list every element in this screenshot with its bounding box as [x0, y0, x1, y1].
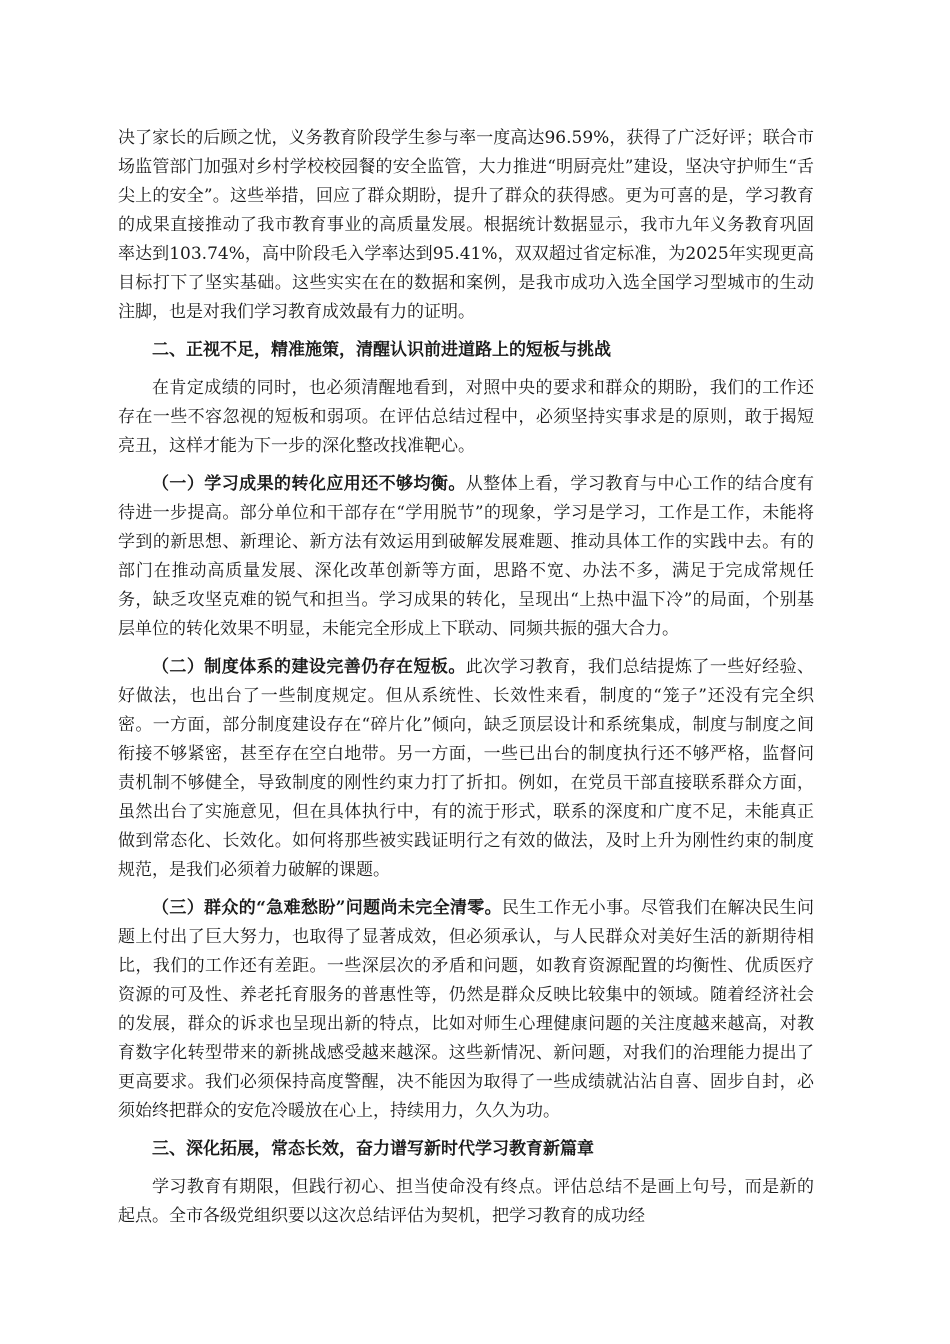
document-body — [118, 124, 814, 1240]
continued-paragraph: 决了家长的后顾之忧，义务教育阶段学生参与率一度高达96.59%，获得了广泛好评；联合市场监管部门加强对乡村学校校园餐的安全监管，大力推进“明厨亮灶”建设，坚决守护师生“舌尖上的安全”。这些举措，回应了群众期盼，提升了群众的获得感。更为可喜的是，学习教育的成果直接推动了我市教育事业的高质量发展。根据统计数据显示，我市九年义务教育巩固率达到103.74%，高中阶段毛入学率达到95.41%，双双超过省定标准，为2025年实现更高目标打下了坚实基础。这些实实在在的数据和案例，是我市成功入选全国学习型城市的生动注脚，也是对我们学习教育成效最有力的证明。 — [118, 128, 814, 322]
item-3-body: 民生工作无小事。尽管我们在解决民生问题上付出了巨大努力，也取得了显著成效，但必须承认，与人民群众对美好生活的新期待相比，我们的工作还有差距。一些深层次的矛盾和问题，如教育资源配置的均衡性、优质医疗资源的可及性、养老托育服务的普惠性等，仍然是群众反映比较集中的领域。随着经济社会的发展，群众的诉求也呈现出新的特点，比如对师生心理健康问题的关注度越来越高，对教育数字化转型带来的新挑战感受越来越深。这些新情况、新问题，对我们的治理能力提出了更高要求。我们必须保持高度警醒，决不能因为取得了一些成绩就沾沾自喜、固步自封，必须始终把群众的安危冷暖放在心上，持续用力，久久为功。 — [118, 898, 814, 1121]
section-2-item-2 — [118, 653, 814, 885]
item-2-lead: （二）制度体系的建设完善仍存在短板。 — [152, 657, 466, 677]
section-3-intro: 学习教育有期限，但践行初心、担当使命没有终点。评估总结不是画上句号，而是新的起点。全市各级党组织要以这次总结评估为契机，把学习教育的成功经 — [118, 1177, 814, 1226]
section-2-intro: 在肯定成绩的同时，也必须清醒地看到，对照中央的要求和群众的期盼，我们的工作还存在一些不容忽视的短板和弱项。在评估总结过程中，必须坚持实事求是的原则，敢于揭短亮丑，这样才能为下一步的深化整改找准靶心。 — [118, 378, 814, 456]
item-2-body: 此次学习教育，我们总结提炼了一些好经验、好做法，也出台了一些制度规定。但从系统性、长效性来看，制度的“笼子”还没有完全织密。一方面，部分制度建设存在“碎片化”倾向，缺乏顶层设计和系统集成，制度与制度之间衔接不够紧密，甚至存在空白地带。另一方面，一些已出台的制度执行还不够严格，监督问责机制不够健全，导致制度的刚性约束力打了折扣。例如，在党员干部直接联系群众方面，虽然出台了实施意见，但在具体执行中，有的流于形式，联系的深度和广度不足，未能真正做到常态化、长效化。如何将那些被实践证明行之有效的做法，及时上升为刚性约束的制度规范，是我们必须着力破解的课题。 — [118, 657, 815, 880]
section-3-heading: 三、深化拓展，常态长效，奋力谱写新时代学习教育新篇章 — [152, 1139, 594, 1159]
item-3-lead: （三）群众的“急难愁盼”问题尚未完全清零。 — [152, 898, 502, 918]
section-2-item-3 — [118, 894, 814, 1126]
section-2-heading: 二、正视不足，精准施策，清醒认识前进道路上的短板与挑战 — [152, 340, 611, 360]
section-2-item-1 — [118, 470, 814, 644]
item-1-body: 从整体上看，学习教育与中心工作的结合度有待进一步提高。部分单位和干部存在“学用脱节”的现象，学习是学习，工作是工作，未能将学到的新思想、新理论、新方法有效运用到破解发展难题、推动具体工作的实践中去。有的部门在推动高质量发展、深化改革创新等方面，思路不宽、办法不多，满足于完成常规任务，缺乏攻坚克难的锐气和担当。学习成果的转化，呈现出“上热中温下冷”的局面，个别基层单位的转化效果不明显，未能完全形成上下联动、同频共振的强大合力。 — [118, 474, 815, 639]
item-1-lead: （一）学习成果的转化应用还不够均衡。 — [152, 474, 466, 494]
